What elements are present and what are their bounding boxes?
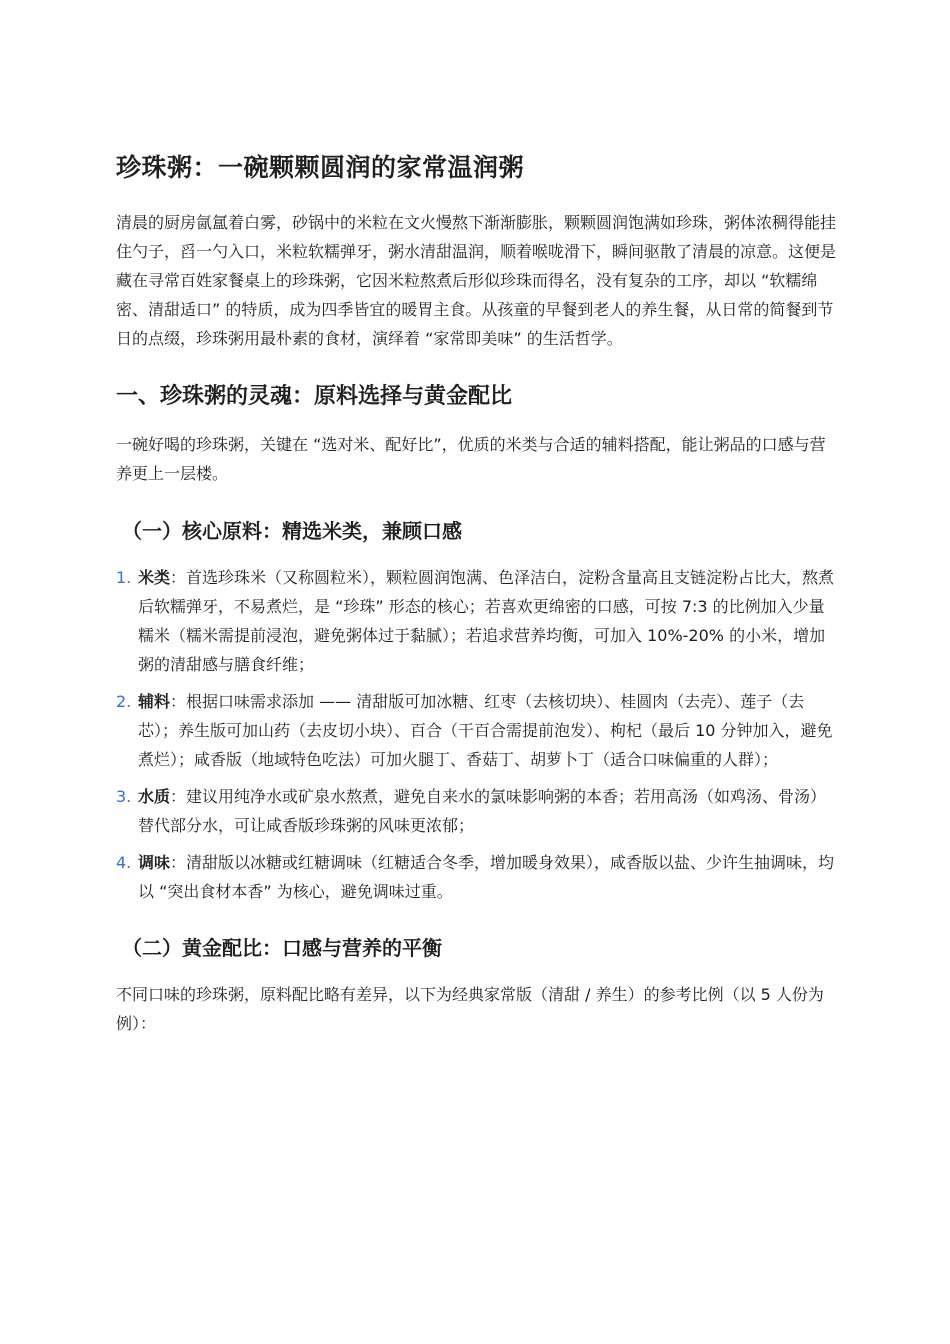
list-term: 辅料 [138, 692, 171, 711]
list-item [116, 563, 838, 679]
list-item [116, 782, 838, 840]
list-text: ：首选珍珠米（又称圆粒米），颗粒圆润饱满、色泽洁白，淀粉含量高且支链淀粉占比大，熬煮后软糯弹牙，不易煮烂，是 “珍珠” 形态的核心；若喜欢更绵密的口感，可按 7:3 的比例加入少量糯米（糯米需提前浸泡，避免粥体过于黏腻）；若追求营养均衡，可加入 10%-20% 的小米，增加粥的清甜感与膳食纤维； [138, 568, 835, 674]
list-number: 1. [116, 568, 132, 587]
list-number: 3. [116, 787, 132, 806]
list-text: ：根据口味需求添加 —— 清甜版可加冰糖、红枣（去核切块）、桂圆肉（去壳）、莲子（去芯）；养生版可加山药（去皮切小块）、百合（干百合需提前泡发）、枸杞（最后 10 分钟加入，避免煮烂）；咸香版（地域特色吃法）可加火腿丁、香菇丁、胡萝卜丁（适合口味偏重的人群）； [138, 692, 833, 769]
subsection-heading: （二）黄金配比：口感与营养的平衡 [122, 936, 442, 960]
document-page [116, 148, 838, 1065]
list-number: 4. [116, 853, 132, 872]
subsection-paragraph: 不同口味的珍珠粥，原料配比略有差异，以下为经典家常版（清甜 / 养生）的参考比例（以 5 人份为例）： [116, 985, 824, 1033]
subsection-heading: （一）核心原料：精选米类，兼顾口感 [122, 519, 462, 543]
list-number: 2. [116, 692, 132, 711]
ingredient-list [116, 563, 838, 906]
intro-paragraph: 清晨的厨房氤氲着白雾，砂锅中的米粒在文火慢熬下渐渐膨胀，颗颗圆润饱满如珍珠，粥体浓稠得能挂住勺子，舀一勺入口，米粒软糯弹牙，粥水清甜温润，顺着喉咙滑下，瞬间驱散了清晨的凉意。这便是藏在寻常百姓家餐桌上的珍珠粥，它因米粒熬煮后形似珍珠而得名，没有复杂的工序，却以 “软糯绵密、清甜适口” 的特质，成为四季皆宜的暖胃主食。从孩童的早餐到老人的养生餐，从日常的简餐到节日的点缀，珍珠粥用最朴素的食材，演绎着 “家常即美味” 的生活哲学。 [116, 213, 837, 348]
list-term: 米类 [138, 568, 171, 587]
section-intro-paragraph: 一碗好喝的珍珠粥，关键在 “选对米、配好比”，优质的米类与合适的辅料搭配，能让粥品的口感与营养更上一层楼。 [116, 435, 826, 483]
section-heading: 一、珍珠粥的灵魂：原料选择与黄金配比 [116, 384, 513, 409]
list-item [116, 848, 838, 906]
list-term: 水质 [138, 787, 171, 806]
list-text: ：清甜版以冰糖或红糖调味（红糖适合冬季，增加暖身效果），咸香版以盐、少许生抽调味，均以 “突出食材本香” 为核心，避免调味过重。 [138, 853, 835, 901]
list-text: ：建议用纯净水或矿泉水熬煮，避免自来水的氯味影响粥的本香；若用高汤（如鸡汤、骨汤）替代部分水，可让咸香版珍珠粥的风味更浓郁； [138, 787, 827, 835]
list-item [116, 687, 838, 774]
list-term: 调味 [138, 853, 171, 872]
page-title: 珍珠粥：一碗颗颗圆润的家常温润粥 [116, 153, 525, 182]
